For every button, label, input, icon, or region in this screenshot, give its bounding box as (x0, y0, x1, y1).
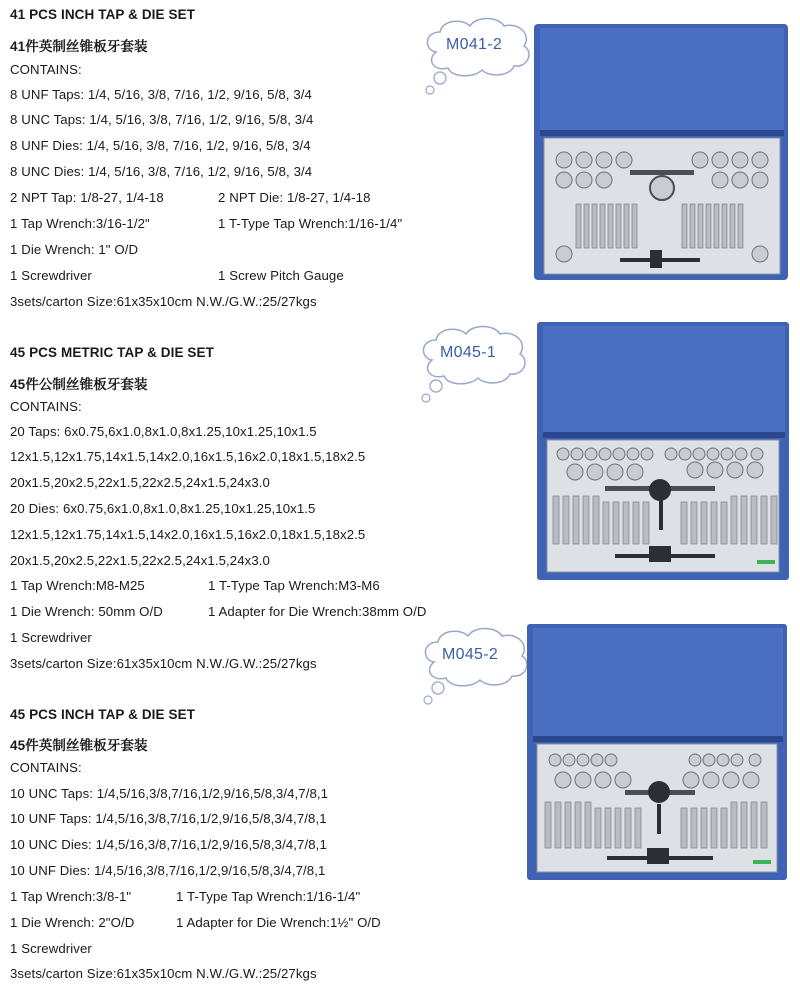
contents-line: 12x1.5,12x1.75,14x1.5,14x2.0,16x1.5,16x2.0,18x1.5,18x2.5 (10, 527, 366, 542)
product-section-m041-2 (0, 0, 800, 330)
contains-label: CONTAINS: (10, 760, 82, 775)
contents-line: 20x1.5,20x2.5,22x1.5,22x2.5,24x1.5,24x3.0 (10, 475, 270, 490)
model-cloud (418, 12, 538, 100)
contents-line: 2 NPT Tap: 1/8-27, 1/4-18 (10, 190, 164, 205)
contents-line: 8 UNF Dies: 1/4, 5/16, 3/8, 7/16, 1/2, 9/16, 5/8, 3/4 (10, 138, 311, 153)
contents-line: 10 UNF Dies: 1/4,5/16,3/8,7/16,1/2,9/16,5/8,3/4,7/8,1 (10, 863, 326, 878)
contents-line: 20x1.5,20x2.5,22x1.5,22x2.5,24x1.5,24x3.0 (10, 553, 270, 568)
contents-line: 12x1.5,12x1.75,14x1.5,14x2.0,16x1.5,16x2.0,18x1.5,18x2.5 (10, 449, 366, 464)
contents-line: 1 Tap Wrench:M8-M25 (10, 578, 145, 593)
contents-line: 1 Adapter for Die Wrench:38mm O/D (208, 604, 427, 619)
contents-line: 1 T-Type Tap Wrench:1/16-1/4" (218, 216, 403, 231)
contents-line: 1 Screwdriver (10, 268, 92, 283)
contents-line: 20 Dies: 6x0.75,6x1.0,8x1.0,8x1.25,10x1.25,10x1.5 (10, 501, 316, 516)
model-cloud (416, 622, 536, 710)
product-title: 45 PCS INCH TAP & DIE SET (10, 707, 196, 722)
contains-label: CONTAINS: (10, 62, 82, 77)
model-cloud (414, 320, 534, 408)
tap-die-set-case-image (525, 622, 790, 884)
contents-line: 10 UNF Taps: 1/4,5/16,3/8,7/16,1/2,9/16,5/8,3/4,7/8,1 (10, 811, 327, 826)
contents-line: 10 UNC Taps: 1/4,5/16,3/8,7/16,1/2,9/16,5/8,3/4,7/8,1 (10, 786, 329, 801)
contents-line: 8 UNF Taps: 1/4, 5/16, 3/8, 7/16, 1/2, 9/16, 5/8, 3/4 (10, 87, 312, 102)
contents-line: 1 Die Wrench: 1" O/D (10, 242, 139, 257)
model-number: M045-1 (440, 344, 497, 361)
contents-line: 2 NPT Die: 1/8-27, 1/4-18 (218, 190, 371, 205)
contents-line: 8 UNC Taps: 1/4, 5/16, 3/8, 7/16, 1/2, 9/16, 5/8, 3/4 (10, 112, 314, 127)
contents-line: 1 T-Type Tap Wrench:1/16-1/4" (176, 889, 361, 904)
packing-info: 3sets/carton Size:61x35x10cm N.W./G.W.:25/27kgs (10, 656, 317, 671)
contents-line: 1 Die Wrench: 2"O/D (10, 915, 135, 930)
product-title: 45 PCS METRIC TAP & DIE SET (10, 345, 214, 360)
contents-line: 1 Tap Wrench:3/8-1" (10, 889, 132, 904)
contents-line: 20 Taps: 6x0.75,6x1.0,8x1.0,8x1.25,10x1.25,10x1.5 (10, 424, 317, 439)
tap-die-set-case-image (530, 20, 792, 284)
contents-line: 1 Screwdriver (10, 630, 92, 645)
packing-info: 3sets/carton Size:61x35x10cm N.W./G.W.:25/27kgs (10, 966, 317, 981)
contents-line: 1 T-Type Tap Wrench:M3-M6 (208, 578, 380, 593)
contents-line: 1 Die Wrench: 50mm O/D (10, 604, 163, 619)
tap-die-set-case-image (535, 320, 791, 585)
contents-line: 10 UNC Dies: 1/4,5/16,3/8,7/16,1/2,9/16,5/8,3/4,7/8,1 (10, 837, 327, 852)
product-title: 41 PCS INCH TAP & DIE SET (10, 7, 196, 22)
contents-line: 1 Adapter for Die Wrench:1½" O/D (176, 915, 381, 930)
product-title-cn: 45件英制丝锥板牙套装 (10, 738, 148, 753)
product-title-cn: 41件英制丝锥板牙套装 (10, 39, 148, 54)
contents-line: 8 UNC Dies: 1/4, 5/16, 3/8, 7/16, 1/2, 9/16, 5/8, 3/4 (10, 164, 313, 179)
product-section-m045-2 (0, 646, 800, 987)
contents-line: 1 Screwdriver (10, 941, 92, 956)
contents-line: 1 Screw Pitch Gauge (218, 268, 344, 283)
product-title-cn: 45件公制丝锥板牙套装 (10, 377, 148, 392)
contents-line: 1 Tap Wrench:3/16-1/2" (10, 216, 150, 231)
packing-info: 3sets/carton Size:61x35x10cm N.W./G.W.:25/27kgs (10, 294, 317, 309)
model-number: M041-2 (446, 36, 503, 53)
model-number: M045-2 (442, 646, 499, 663)
contains-label: CONTAINS: (10, 399, 82, 414)
